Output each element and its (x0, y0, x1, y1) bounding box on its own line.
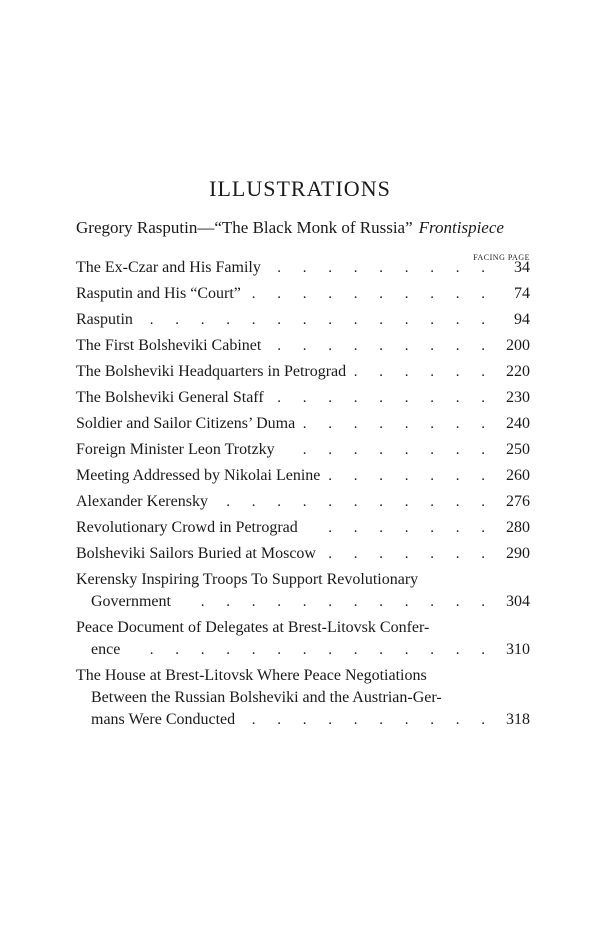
entry-title: Meeting Addressed by Nikolai Lenine (76, 467, 321, 484)
entry-line (76, 491, 530, 513)
entry-title: The Ex-Czar and His Family (76, 259, 261, 276)
entry-line (76, 309, 530, 331)
entry-title: mans Were Conducted (91, 711, 236, 728)
entry-title: Bolsheviki Sailors Buried at Moscow (76, 545, 316, 562)
entry-line (76, 591, 530, 613)
page-number: 220 (506, 363, 530, 380)
list-item (76, 335, 530, 357)
page-number: 276 (506, 493, 530, 510)
entry-title: Revolutionary Crowd in Petrograd (76, 519, 298, 536)
list-item (76, 517, 530, 539)
dot-leader (272, 387, 494, 409)
entry-line (76, 665, 530, 687)
list-item (76, 361, 530, 383)
entry-line (76, 387, 530, 409)
dot-leader (128, 639, 494, 661)
entry-title: Alexander Kerensky (76, 493, 208, 510)
entry-line (76, 361, 530, 383)
dot-leader (269, 257, 494, 279)
list-item (76, 617, 530, 661)
page-number: 34 (514, 259, 530, 276)
entry-title: Government (91, 593, 171, 610)
list-item (76, 465, 530, 487)
dot-leader (141, 309, 494, 331)
page-number: 200 (506, 337, 530, 354)
list-item (76, 413, 530, 435)
entry-title: Peace Document of Delegates at Brest-Litovsk Confer- (76, 619, 430, 636)
page-number: 280 (506, 519, 530, 536)
list-item (76, 387, 530, 409)
list-item (76, 283, 530, 305)
dot-leader (243, 709, 494, 731)
entry-line (76, 257, 530, 279)
entry-line (76, 569, 530, 591)
frontispiece-label: Frontispiece (418, 218, 504, 237)
page-number: 94 (514, 311, 530, 328)
entry-title: Foreign Minister Leon Trotzky (76, 441, 275, 458)
entry-title: Soldier and Sailor Citizens’ Duma (76, 415, 296, 432)
entry-line (76, 517, 530, 539)
dot-leader (179, 591, 494, 613)
dot-leader (269, 335, 494, 357)
page-title: ILLUSTRATIONS (209, 176, 391, 201)
dot-leader (328, 465, 494, 487)
entry-line (76, 413, 530, 435)
list-item (76, 439, 530, 461)
page-number: 260 (506, 467, 530, 484)
list-item (76, 257, 530, 279)
entry-title: The Bolsheviki General Staff (76, 389, 264, 406)
page-number: 290 (506, 545, 530, 562)
frontispiece-title: Gregory Rasputin—“The Black Monk of Russia” (76, 218, 413, 237)
entry-line (76, 709, 530, 731)
dot-leader (283, 439, 494, 461)
facing-page-label: FACING PAGE (473, 253, 530, 262)
dot-leader (249, 283, 494, 305)
illustrations-list (76, 257, 530, 735)
frontispiece-entry (76, 218, 536, 238)
page-number: 310 (506, 641, 530, 658)
entry-line (76, 335, 530, 357)
entry-title: The First Bolsheviki Cabinet (76, 337, 262, 354)
list-item (76, 491, 530, 513)
page-number: 74 (514, 285, 530, 302)
list-item (76, 665, 530, 731)
entry-title: Kerensky Inspiring Troops To Support Revolutionary (76, 571, 419, 588)
dot-leader (354, 361, 494, 383)
entry-title: The Bolsheviki Headquarters in Petrograd (76, 363, 347, 380)
page-number: 304 (506, 593, 530, 610)
entry-line (76, 617, 530, 639)
entry-title: ence (91, 641, 121, 658)
entry-title: Rasputin and His “Court” (76, 285, 241, 302)
entry-line (76, 687, 530, 709)
dot-leader (324, 543, 494, 565)
entry-title: Rasputin (76, 311, 133, 328)
entry-title: Between the Russian Bolsheviki and the Austrian-Ger- (91, 689, 442, 706)
entry-title: The House at Brest-Litovsk Where Peace Negotiations (76, 667, 427, 684)
page-number: 240 (506, 415, 530, 432)
list-item (76, 569, 530, 613)
entry-line (76, 465, 530, 487)
entry-line (76, 439, 530, 461)
entry-line (76, 639, 530, 661)
page-number: 250 (506, 441, 530, 458)
list-item (76, 309, 530, 331)
dot-leader (303, 413, 494, 435)
list-item (76, 543, 530, 565)
dot-leader (306, 517, 494, 539)
entry-line (76, 283, 530, 305)
entry-line (76, 543, 530, 565)
dot-leader (216, 491, 494, 513)
page-number: 318 (506, 711, 530, 728)
page-number: 230 (506, 389, 530, 406)
